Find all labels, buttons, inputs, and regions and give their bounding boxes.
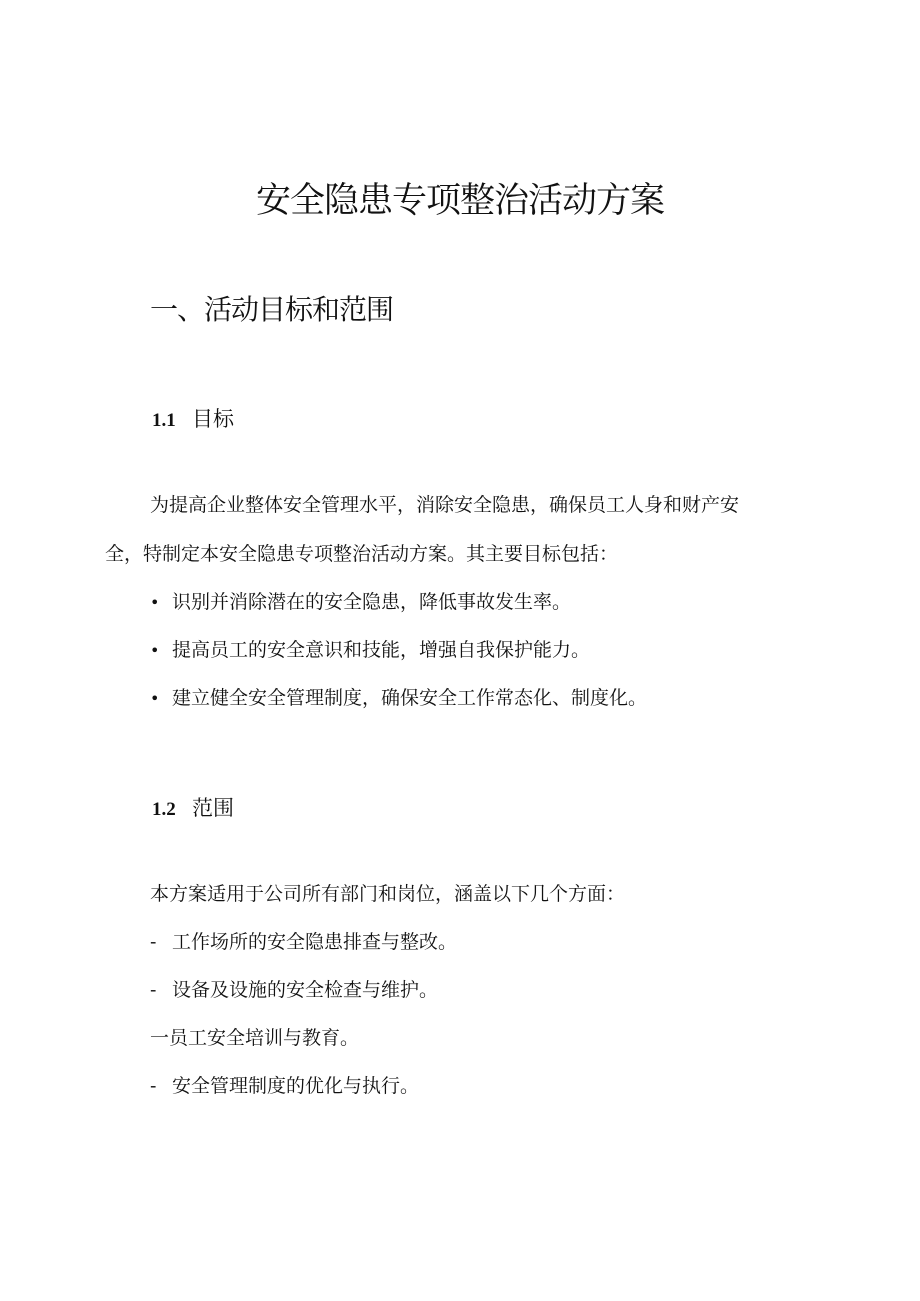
scope-item-text: 一员工安全培训与教育。 <box>150 1027 360 1049</box>
subsection-heading-goal <box>152 404 234 436</box>
goal-paragraph-line-1: 为提高企业整体安全管理水平，消除安全隐患，确保员工人身和财产安 <box>150 494 740 516</box>
dash-marker: - <box>150 1075 157 1097</box>
goal-bullet-item <box>150 588 571 617</box>
scope-list-item <box>150 928 457 956</box>
bullet-dot: • <box>150 641 160 660</box>
subsection-number: 1.1 <box>152 410 176 431</box>
scope-intro: 本方案适用于公司所有部门和岗位，涵盖以下几个方面： <box>150 883 626 905</box>
document-title: 安全隐患专项整治活动方案 <box>255 181 664 221</box>
scope-list-item <box>150 1024 359 1052</box>
section-heading: 一、活动目标和范围 <box>150 293 394 326</box>
bullet-dot: • <box>150 689 160 708</box>
scope-list-item <box>150 1072 419 1100</box>
goal-paragraph-line-2: 全，特制定本安全隐患专项整治活动方案。其主要目标包括： <box>105 543 619 565</box>
goal-bullet-item <box>150 636 590 665</box>
scope-list-item <box>150 976 438 1004</box>
bullet-text: 提高员工的安全意识和技能，增强自我保护能力。 <box>172 639 591 661</box>
goal-bullet-item <box>150 684 647 713</box>
subsection-title: 目标 <box>192 407 234 431</box>
subsection-heading-scope <box>152 793 234 825</box>
subsection-number: 1.2 <box>152 799 176 820</box>
bullet-text: 建立健全安全管理制度，确保安全工作常态化、制度化。 <box>172 687 648 709</box>
scope-item-text: 安全管理制度的优化与执行。 <box>172 1075 420 1097</box>
subsection-title: 范围 <box>192 796 234 820</box>
dash-marker: - <box>150 979 157 1001</box>
bullet-text: 识别并消除潜在的安全隐患，降低事故发生率。 <box>172 591 572 613</box>
dash-marker: - <box>150 931 157 953</box>
scope-item-text: 工作场所的安全隐患排查与整改。 <box>172 931 458 953</box>
bullet-dot: • <box>150 593 160 612</box>
scope-item-text: 设备及设施的安全检查与维护。 <box>172 979 439 1001</box>
